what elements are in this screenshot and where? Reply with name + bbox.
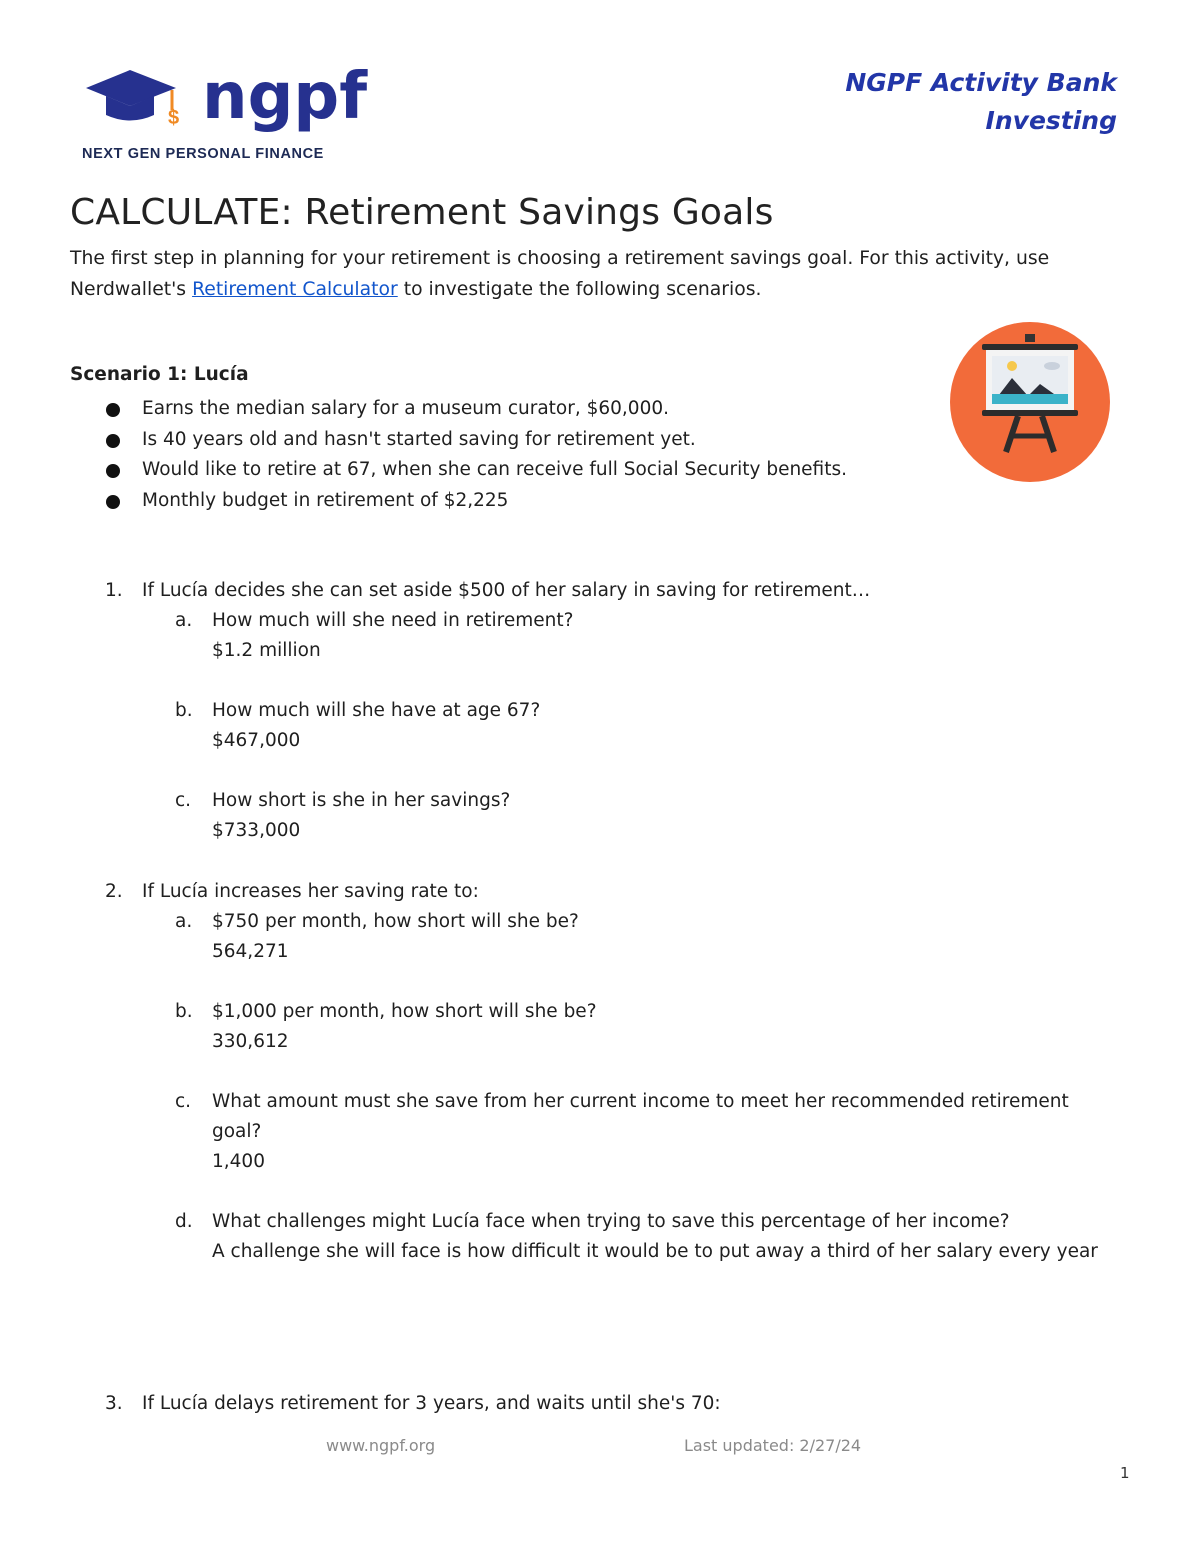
- answer-text: A challenge she will face is how difficult it would be to put away a third of her salary every year: [212, 1241, 1098, 1262]
- question-2: 2. If Lucía increases her saving rate to:: [105, 881, 479, 902]
- question-1: 1. If Lucía decides she can set aside $500 of her salary in saving for retirement…: [105, 580, 871, 601]
- list-item: Would like to retire at 67, when she can receive full Social Security benefits.: [105, 455, 865, 486]
- logo-tagline: NEXT GEN PERSONAL FINANCE: [82, 146, 324, 162]
- easel-painting-icon: [948, 320, 1112, 484]
- page-title: CALCULATE: Retirement Savings Goals: [70, 192, 774, 233]
- bullet-icon: [106, 464, 120, 478]
- svg-text:$: $: [168, 107, 180, 129]
- page-number: 1: [1120, 1464, 1130, 1482]
- answer-text: 564,271: [212, 941, 289, 962]
- intro-paragraph: The first step in planning for your retirement is choosing a retirement savings goal. For this activity, use Nerdwallet's Retirement Calculator to investigate the following scenarios.: [70, 248, 1050, 300]
- list-item: Is 40 years old and hasn't started saving for retirement yet.: [105, 425, 865, 456]
- activity-bank-header: [845, 64, 1117, 140]
- question-3: 3. If Lucía delays retirement for 3 years, and waits until she's 70:: [105, 1393, 721, 1414]
- graduation-cap-icon: [86, 70, 179, 129]
- answer-text: $467,000: [212, 730, 301, 751]
- list-item: Earns the median salary for a museum curator, $60,000.: [105, 394, 865, 425]
- scenario-heading: Scenario 1: Lucía: [70, 364, 249, 385]
- activity-bank-title: NGPF Activity Bank: [845, 68, 1117, 97]
- activity-category: Investing: [985, 106, 1117, 135]
- bullet-icon: [106, 434, 120, 448]
- footer-last-updated: Last updated: 2/27/24: [684, 1436, 862, 1455]
- logo-wordmark: ngpf: [202, 60, 368, 134]
- answer-text: $733,000: [212, 820, 301, 841]
- answer-text: 1,400: [212, 1151, 265, 1172]
- bullet-icon: [106, 403, 120, 417]
- answer-text: 330,612: [212, 1031, 289, 1052]
- list-item: Monthly budget in retirement of $2,225: [105, 486, 865, 517]
- answer-text: $1.2 million: [212, 640, 321, 661]
- footer-url: www.ngpf.org: [326, 1436, 436, 1455]
- retirement-calculator-link[interactable]: Retirement Calculator: [192, 279, 398, 300]
- bullet-icon: [106, 495, 120, 509]
- scenario-bullet-list: [105, 394, 865, 516]
